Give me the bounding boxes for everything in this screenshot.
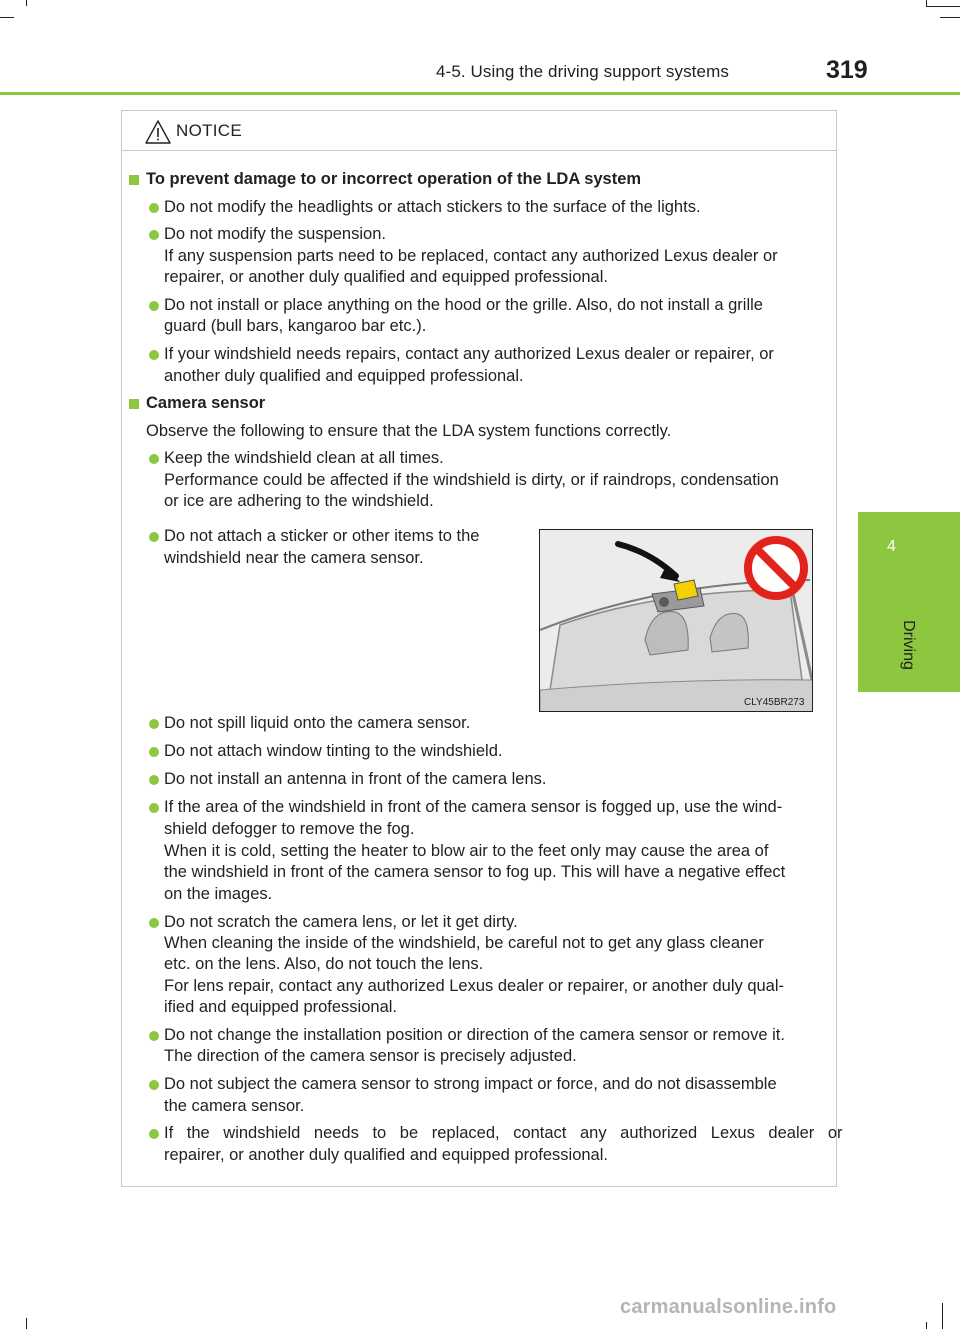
list-item-line: repairer, or another duly qualified and equipped professional. xyxy=(164,268,608,286)
list-item-line: For lens repair, contact any authorized Lexus dealer or repairer, or another duly qual- xyxy=(164,977,785,995)
section-marker xyxy=(129,399,139,409)
list-item: Do not modify the headlights or attach stickers to the surface of the lights. xyxy=(164,198,701,216)
bullet xyxy=(149,350,159,360)
list-item-line: When it is cold, setting the heater to blow air to the feet only may cause the area of xyxy=(164,842,769,860)
bullet xyxy=(149,775,159,785)
bullet xyxy=(149,230,159,240)
list-item-line: The direction of the camera sensor is precisely adjusted. xyxy=(164,1047,577,1065)
chapter-label: Driving xyxy=(900,620,917,670)
list-item: Do not attach window tinting to the windshield. xyxy=(164,742,503,760)
list-item: Keep the windshield clean at all times. xyxy=(164,449,444,467)
list-item: Do not install an antenna in front of the camera lens. xyxy=(164,770,547,788)
watermark: carmanualsonline.info xyxy=(620,1296,837,1318)
list-item-line: If any suspension parts need to be replaced, contact any authorized Lexus dealer or xyxy=(164,247,778,265)
crop-mark xyxy=(942,1303,943,1329)
list-item-line: the camera sensor. xyxy=(164,1097,305,1115)
list-item-line: shield defogger to remove the fog. xyxy=(164,820,415,838)
section-marker xyxy=(129,175,139,185)
list-item-line: When cleaning the inside of the windshield, be careful not to get any glass cleaner xyxy=(164,934,764,952)
list-item-line: windshield near the camera sensor. xyxy=(164,549,424,567)
list-item-line: guard (bull bars, kangaroo bar etc.). xyxy=(164,317,427,335)
list-item-line: repairer, or another duly qualified and equipped professional. xyxy=(164,1146,608,1164)
chapter-number: 4 xyxy=(887,538,896,555)
notice-title: NOTICE xyxy=(176,121,243,140)
bullet xyxy=(149,747,159,757)
list-item: Do not spill liquid onto the camera sensor. xyxy=(164,714,471,732)
notice-header xyxy=(122,111,836,151)
list-item-line: or ice are adhering to the windshield. xyxy=(164,492,434,510)
list-item: Do not install or place anything on the hood or the grille. Also, do not install a grille xyxy=(164,296,763,314)
section-heading: Camera sensor xyxy=(146,394,266,412)
list-item: Do not subject the camera sensor to strong impact or force, and do not disassemble xyxy=(164,1075,777,1093)
list-item: If the area of the windshield in front of the camera sensor is fogged up, use the wind- xyxy=(164,798,783,816)
warning-icon xyxy=(144,119,172,145)
crop-mark xyxy=(926,1322,927,1329)
list-item-line: on the images. xyxy=(164,885,273,903)
crop-mark xyxy=(0,17,14,18)
list-item: Do not modify the suspension. xyxy=(164,225,386,243)
list-item-line: ified and equipped professional. xyxy=(164,998,398,1016)
crop-mark xyxy=(26,1318,27,1329)
list-item: Do not scratch the camera lens, or let it get dirty. xyxy=(164,913,518,931)
crop-mark xyxy=(926,6,960,7)
list-item: If the windshield needs to be replaced, contact any authorized Lexus dealer or xyxy=(164,1124,843,1142)
bullet xyxy=(149,1129,159,1139)
section-heading: To prevent damage to or incorrect operation of the LDA system xyxy=(146,170,642,188)
page-number: 319 xyxy=(826,56,868,84)
bullet xyxy=(149,803,159,813)
list-item-line: the windshield in front of the camera sensor to fog up. This will have a negative effect xyxy=(164,863,786,881)
list-item-line: another duly qualified and equipped professional. xyxy=(164,367,524,385)
bullet xyxy=(149,203,159,213)
header-rule xyxy=(0,92,960,95)
list-item: Do not change the installation position or direction of the camera sensor or remove it. xyxy=(164,1026,785,1044)
section-title: 4-5. Using the driving support systems xyxy=(436,62,729,81)
list-item: If your windshield needs repairs, contact any authorized Lexus dealer or repairer, or xyxy=(164,345,774,363)
list-item: Do not attach a sticker or other items to the xyxy=(164,527,480,545)
bullet xyxy=(149,301,159,311)
crop-mark xyxy=(26,0,27,6)
bullet xyxy=(149,1031,159,1041)
bullet xyxy=(149,1080,159,1090)
windshield-drawing xyxy=(540,530,813,712)
bullet xyxy=(149,532,159,542)
figure-code: CLY45BR273 xyxy=(744,697,805,708)
list-item-line: Performance could be affected if the windshield is dirty, or if raindrops, condensation xyxy=(164,471,779,489)
bullet xyxy=(149,918,159,928)
section-intro: Observe the following to ensure that the LDA system functions correctly. xyxy=(146,422,672,440)
bullet xyxy=(149,454,159,464)
bullet xyxy=(149,719,159,729)
list-item-line: etc. on the lens. Also, do not touch the lens. xyxy=(164,955,484,973)
crop-mark xyxy=(940,17,960,18)
camera-sensor-illustration xyxy=(539,529,813,712)
